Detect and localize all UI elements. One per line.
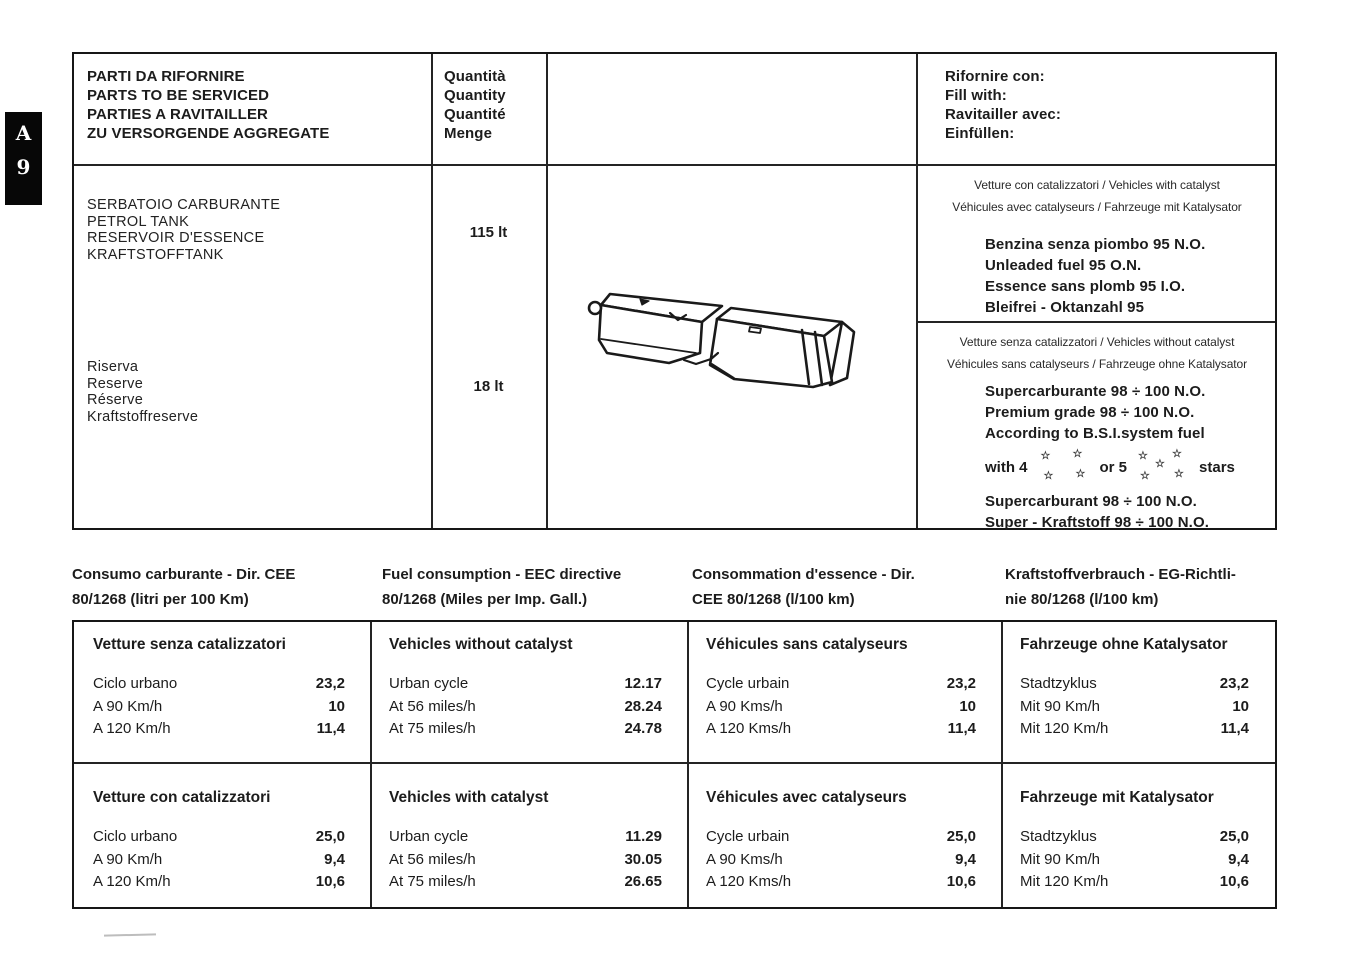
header-line: Quantity	[444, 87, 506, 104]
row-label: At 56 miles/h	[389, 850, 476, 868]
star-icon: ☆	[1075, 468, 1086, 480]
table-row	[1020, 826, 1249, 849]
header-line: Fuel consumption - EEC directive	[382, 566, 622, 583]
consumption-header-de	[1005, 562, 1290, 612]
header-line: CEE 80/1268 (l/100 km)	[692, 591, 855, 608]
consumption-header-en	[382, 562, 687, 612]
header-line: Quantité	[444, 106, 506, 123]
row-label: A 90 Km/h	[93, 850, 163, 868]
star-rating-line	[985, 447, 1235, 487]
tab-page-number: 9	[16, 155, 31, 179]
star-icon: ☆	[1174, 468, 1184, 480]
column-title: Vehicles with catalyst	[389, 789, 549, 806]
reserve-labels	[87, 359, 198, 425]
row-label: A 90 Km/h	[93, 697, 163, 715]
row-label: At 75 miles/h	[389, 720, 476, 737]
table-row	[1020, 673, 1249, 696]
consumption-header-it	[72, 562, 372, 612]
fuel-line: Premium grade 98 ÷ 100 N.O.	[985, 404, 1195, 421]
row-label: Ciclo urbano	[93, 675, 178, 692]
table-row	[93, 696, 345, 719]
reserve-quantity: 18 lt	[473, 378, 504, 395]
row-value: 10,6	[315, 873, 345, 890]
fuel-line: Supercarburante 98 ÷ 100 N.O.	[985, 383, 1206, 400]
row-label: Stadtzyklus	[1020, 828, 1097, 845]
star-icon: ☆	[1138, 450, 1148, 462]
row-label: Urban cycle	[389, 828, 469, 845]
star-icon: ☆	[1172, 448, 1182, 460]
consumption-table	[72, 620, 1277, 909]
header-line: Kraftstoffverbrauch - EG-Richtli-	[1005, 566, 1236, 583]
row-value: 9,4	[955, 850, 976, 868]
stars-middle: or 5	[1099, 458, 1128, 476]
petrol-tank-quantity: 115 lt	[469, 224, 508, 241]
row-value: 10,6	[1219, 873, 1249, 890]
row-value: 9,4	[324, 850, 345, 868]
header-line: ZU VERSORGENDE AGGREGATE	[87, 125, 330, 142]
header-line: Ravitailler avec:	[945, 106, 1061, 123]
consumption-col-it	[74, 764, 370, 908]
table-row	[1020, 871, 1249, 894]
header-line: Menge	[444, 125, 493, 142]
consumption-with-catalyst	[74, 764, 1275, 908]
row-value: 23,2	[315, 675, 345, 692]
table-row	[706, 696, 976, 719]
column-title: Fahrzeuge ohne Katalysator	[1020, 636, 1228, 653]
page-index-tab	[5, 112, 42, 205]
row-value: 10	[959, 697, 976, 715]
label-line: Riserva	[87, 359, 139, 375]
table-row	[389, 673, 662, 696]
row-label: Cycle urbain	[706, 675, 790, 692]
consumption-col-fr	[687, 622, 1001, 762]
column-title: Vetture senza catalizzatori	[93, 636, 286, 653]
star-icon: ☆	[1140, 470, 1150, 482]
row-value: 26.65	[624, 873, 662, 890]
consumption-col-en	[370, 764, 687, 908]
row-label: At 56 miles/h	[389, 697, 476, 715]
row-label: A 120 Km/h	[93, 873, 171, 890]
table-row	[1020, 849, 1249, 872]
row-value: 25,0	[946, 828, 976, 845]
column-title: Vehicles without catalyst	[389, 636, 573, 653]
star-icon: ☆	[1155, 458, 1165, 470]
table-row	[706, 849, 976, 872]
table-row	[93, 826, 345, 849]
table-divider	[431, 54, 433, 528]
row-label: Mit 120 Km/h	[1020, 873, 1109, 890]
table-row	[706, 673, 976, 696]
row-label: A 120 Kms/h	[706, 873, 792, 890]
row-value: 11,4	[316, 720, 345, 737]
stars-suffix: stars	[1199, 458, 1235, 476]
row-label: A 90 Kms/h	[706, 697, 783, 715]
no-catalyst-note: Véhicules sans catalyseurs / Fahrzeuge ohne Katalysator	[946, 357, 1247, 371]
fuel-line: Super - Kraftstoff 98 ÷ 100 N.O.	[985, 514, 1209, 531]
fill-with-catalyst-cell	[918, 54, 1276, 321]
fuel-line: Essence sans plomb 95 I.O.	[985, 278, 1186, 295]
stars-prefix: with 4	[985, 458, 1028, 476]
no-catalyst-fuel-list-top	[985, 381, 1205, 444]
label-line: KRAFTSTOFFTANK	[87, 246, 224, 263]
tab-section-letter: A	[15, 121, 32, 145]
row-value: 23,2	[1219, 675, 1249, 692]
table-divider	[546, 54, 548, 528]
four-stars-group	[1037, 449, 1091, 485]
row-label: Ciclo urbano	[93, 828, 178, 845]
table-row	[389, 849, 662, 872]
row-label: Mit 90 Km/h	[1020, 850, 1101, 868]
star-icon: ☆	[1043, 470, 1054, 482]
table-row	[389, 696, 662, 719]
row-label: Urban cycle	[389, 675, 469, 692]
row-value: 10	[328, 697, 345, 715]
fuel-line: Benzina senza piombo 95 N.O.	[985, 236, 1206, 253]
row-label: Mit 90 Km/h	[1020, 697, 1101, 715]
row-label: Stadtzyklus	[1020, 675, 1097, 692]
row-value: 10	[1232, 697, 1249, 715]
row-value: 9,4	[1228, 850, 1249, 868]
fuel-line: Supercarburant 98 ÷ 100 N.O.	[985, 493, 1197, 510]
row-value: 25,0	[315, 828, 345, 845]
table-row	[706, 871, 976, 894]
table-row	[706, 718, 976, 741]
consumption-col-de	[1001, 764, 1274, 908]
fill-without-catalyst-cell	[918, 321, 1276, 531]
consumption-col-fr	[687, 764, 1001, 908]
row-value: 11.29	[625, 828, 662, 845]
header-line: PARTS TO BE SERVICED	[87, 87, 270, 104]
header-line: Consommation d'essence - Dir.	[692, 566, 915, 583]
label-line: Reserve	[87, 375, 144, 392]
header-line: Einfüllen:	[945, 125, 1015, 142]
row-value: 25,0	[1219, 828, 1249, 845]
petrol-tank-labels	[87, 197, 280, 263]
table-row	[93, 871, 345, 894]
header-line: nie 80/1268 (l/100 km)	[1005, 591, 1159, 608]
column-title: Véhicules avec catalyseurs	[706, 789, 907, 806]
star-icon: ☆	[1072, 448, 1083, 460]
catalyst-note: Véhicules avec catalyseurs / Fahrzeuge mit Katalysator	[952, 200, 1242, 214]
header-line: Consumo carburante - Dir. CEE	[72, 566, 296, 583]
row-value: 10,6	[946, 873, 976, 890]
column-title: Véhicules sans catalyseurs	[706, 636, 908, 653]
row-value: 30.05	[624, 850, 662, 868]
table-row	[389, 826, 662, 849]
table-row	[1020, 696, 1249, 719]
refill-table	[72, 52, 1277, 530]
five-stars-group	[1136, 449, 1190, 485]
star-icon: ☆	[1040, 450, 1051, 462]
fuel-line: Bleifrei - Oktanzahl 95	[985, 299, 1145, 316]
header-line: Rifornire con:	[945, 68, 1045, 85]
label-line: Réserve	[87, 392, 144, 408]
no-catalyst-note: Vetture senza catalizzatori / Vehicles without catalyst	[959, 335, 1235, 349]
header-line: 80/1268 (litri per 100 Km)	[72, 591, 249, 608]
row-label: A 120 Kms/h	[706, 720, 792, 737]
label-line: PETROL TANK	[87, 213, 190, 230]
scan-artifact	[104, 933, 156, 936]
row-value: 11,4	[947, 720, 976, 737]
label-line: RESERVOIR D'ESSENCE	[87, 230, 265, 246]
fuel-tanks-illustration	[584, 282, 889, 412]
quantity-header	[444, 67, 506, 143]
header-line: 80/1268 (Miles per Imp. Gall.)	[382, 591, 588, 608]
consumption-col-de	[1001, 622, 1274, 762]
table-row	[389, 871, 662, 894]
consumption-without-catalyst	[74, 622, 1275, 762]
label-line: Kraftstoffreserve	[87, 408, 199, 425]
parts-header	[87, 67, 329, 143]
row-value: 28.24	[624, 697, 662, 715]
table-row	[93, 718, 345, 741]
table-row	[93, 673, 345, 696]
row-value: 24.78	[624, 720, 662, 737]
table-row	[1020, 718, 1249, 741]
table-row	[389, 718, 662, 741]
header-line: Fill with:	[945, 87, 1007, 104]
row-label: A 90 Kms/h	[706, 850, 783, 868]
consumption-col-it	[74, 622, 370, 762]
row-label: A 120 Km/h	[93, 720, 171, 737]
fuel-line: According to B.S.I.system fuel	[985, 425, 1205, 442]
row-label: Mit 120 Km/h	[1020, 720, 1109, 737]
header-line: PARTIES A RAVITAILLER	[87, 106, 268, 123]
header-line: Quantità	[444, 68, 506, 85]
row-value: 23,2	[946, 675, 976, 692]
table-row	[706, 826, 976, 849]
consumption-col-en	[370, 622, 687, 762]
consumption-header-fr	[692, 562, 992, 612]
catalyst-note: Vetture con catalizzatori / Vehicles with catalyst	[974, 178, 1220, 192]
header-line: PARTI DA RIFORNIRE	[87, 68, 245, 85]
row-label: Cycle urbain	[706, 828, 790, 845]
row-value: 12.17	[624, 675, 662, 692]
table-row	[93, 849, 345, 872]
no-catalyst-fuel-list-bottom	[985, 491, 1209, 533]
catalyst-fuel-list	[985, 234, 1205, 318]
row-label: At 75 miles/h	[389, 873, 476, 890]
row-value: 11,4	[1220, 720, 1249, 737]
label-line: SERBATOIO CARBURANTE	[87, 197, 281, 213]
fuel-line: Unleaded fuel 95 O.N.	[985, 257, 1142, 274]
column-title: Vetture con catalizzatori	[93, 789, 271, 806]
column-title: Fahrzeuge mit Katalysator	[1020, 789, 1214, 806]
